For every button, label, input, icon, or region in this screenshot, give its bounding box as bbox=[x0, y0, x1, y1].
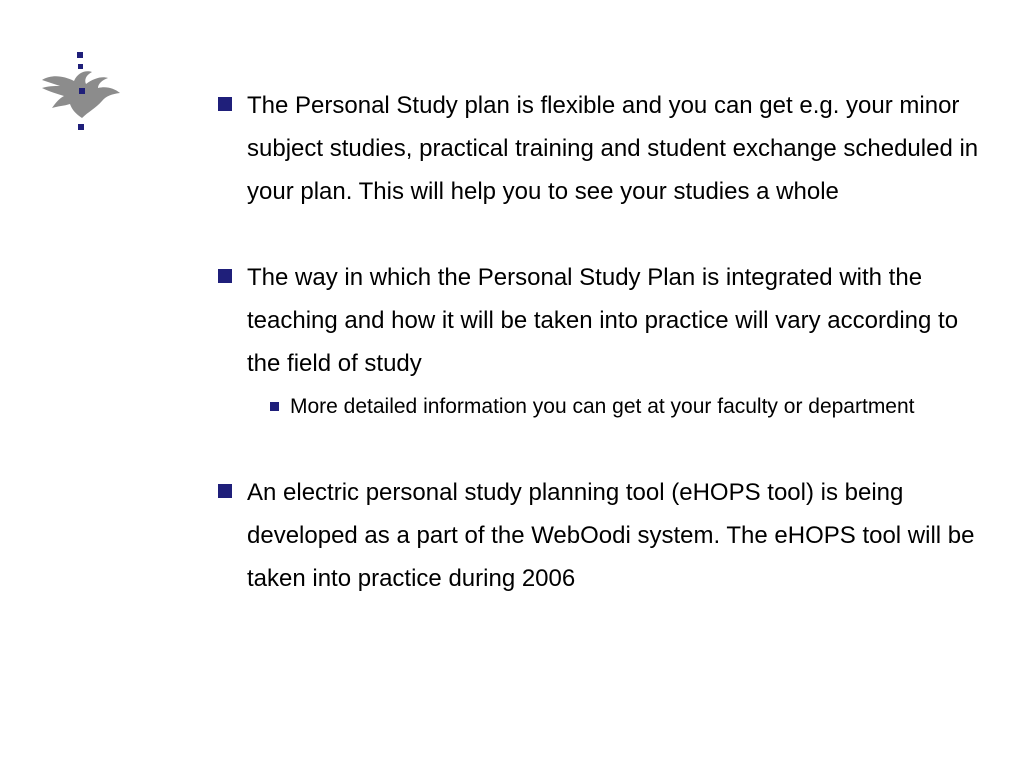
bullet-square-icon bbox=[218, 269, 232, 283]
bullet-list bbox=[218, 84, 988, 600]
bullet-item bbox=[218, 256, 988, 428]
sub-bullet-text: More detailed information you can get at your faculty or department bbox=[290, 395, 915, 418]
bullet-item bbox=[218, 84, 988, 213]
flame-logo-icon bbox=[36, 48, 126, 138]
bullet-item bbox=[218, 471, 988, 600]
bullet-text: The way in which the Personal Study Plan is integrated with the teaching and how it will be taken into practice will vary according to the field of study bbox=[247, 264, 959, 377]
sub-bullet-square-icon bbox=[270, 402, 279, 411]
bullet-text: The Personal Study plan is flexible and you can get e.g. your minor subject studies, practical training and student exchange scheduled in your plan. This will help you to see your studies a whole bbox=[247, 92, 979, 205]
bullet-square-icon bbox=[218, 484, 232, 498]
bullet-square-icon bbox=[218, 97, 232, 111]
sub-bullet-item bbox=[270, 385, 988, 428]
bullet-text: An electric personal study planning tool (eHOPS tool) is being developed as a part of the WebOodi system. The eHOPS tool will be taken into practice during 2006 bbox=[247, 479, 975, 592]
